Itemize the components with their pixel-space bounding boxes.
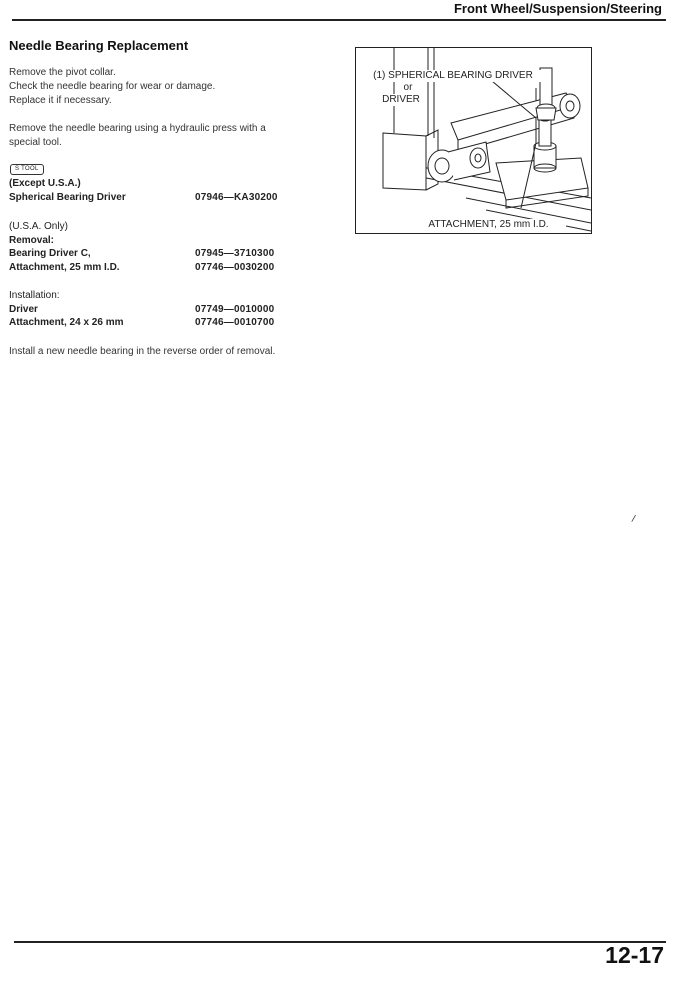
tool-part-number: 07946—KA30200	[195, 191, 278, 203]
tool-part-number: 07746—0030200	[195, 261, 275, 273]
tool-name: Attachment, 24 x 26 mm	[9, 317, 124, 328]
callout-spherical-driver: (1) SPHERICAL BEARING DRIVER	[358, 70, 548, 82]
tool-name: Attachment, 25 mm I.D.	[9, 261, 120, 273]
tool-row	[9, 191, 339, 205]
tool-part-number: 07749—0010000	[195, 303, 275, 315]
tool-name: Bearing Driver C,	[9, 248, 91, 259]
tool-row	[9, 247, 339, 261]
tool-row	[9, 261, 339, 275]
header-rule	[12, 19, 666, 21]
tool-part-number: 07945—3710300	[195, 248, 275, 259]
tool-row	[9, 303, 339, 317]
tool-name: Spherical Bearing Driver	[9, 191, 126, 203]
tools-usa-only	[9, 220, 339, 274]
instruction-line: Replace it if necessary.	[9, 95, 112, 106]
stray-mark: /	[630, 513, 637, 526]
install-instruction: Install a new needle bearing in the reverse order of removal.	[9, 346, 276, 357]
tools-heading: (Except U.S.A.)	[9, 178, 81, 189]
tool-row	[9, 316, 339, 330]
callout-or: or	[398, 82, 418, 94]
tool-name: Driver	[9, 303, 38, 315]
callout-driver: DRIVER	[376, 94, 426, 106]
removal-instructions	[9, 66, 339, 108]
tools-heading: (U.S.A. Only)	[9, 221, 68, 232]
page-header-title: Front Wheel/Suspension/Steering	[453, 1, 662, 16]
page-number: 12-17	[605, 942, 664, 968]
special-tool-badge: S TOOL	[10, 164, 44, 175]
tool-part-number: 07746—0010700	[195, 317, 275, 328]
tools-except-usa	[9, 177, 339, 204]
instruction-line: Remove the needle bearing using a hydraulic press with a	[9, 123, 266, 134]
instruction-line: special tool.	[9, 137, 62, 148]
instruction-line: Remove the pivot collar.	[9, 67, 116, 78]
callout-attachment: ATTACHMENT, 25 mm I.D.	[411, 219, 566, 231]
footer-rule	[14, 941, 666, 943]
tools-installation	[9, 289, 339, 330]
press-instructions	[9, 122, 339, 150]
installation-heading: Installation:	[9, 290, 60, 301]
press-illustration	[355, 47, 592, 234]
section-title: Needle Bearing Replacement	[9, 38, 189, 53]
instruction-line: Check the needle bearing for wear or damage.	[9, 81, 216, 92]
removal-heading: Removal:	[9, 234, 55, 246]
